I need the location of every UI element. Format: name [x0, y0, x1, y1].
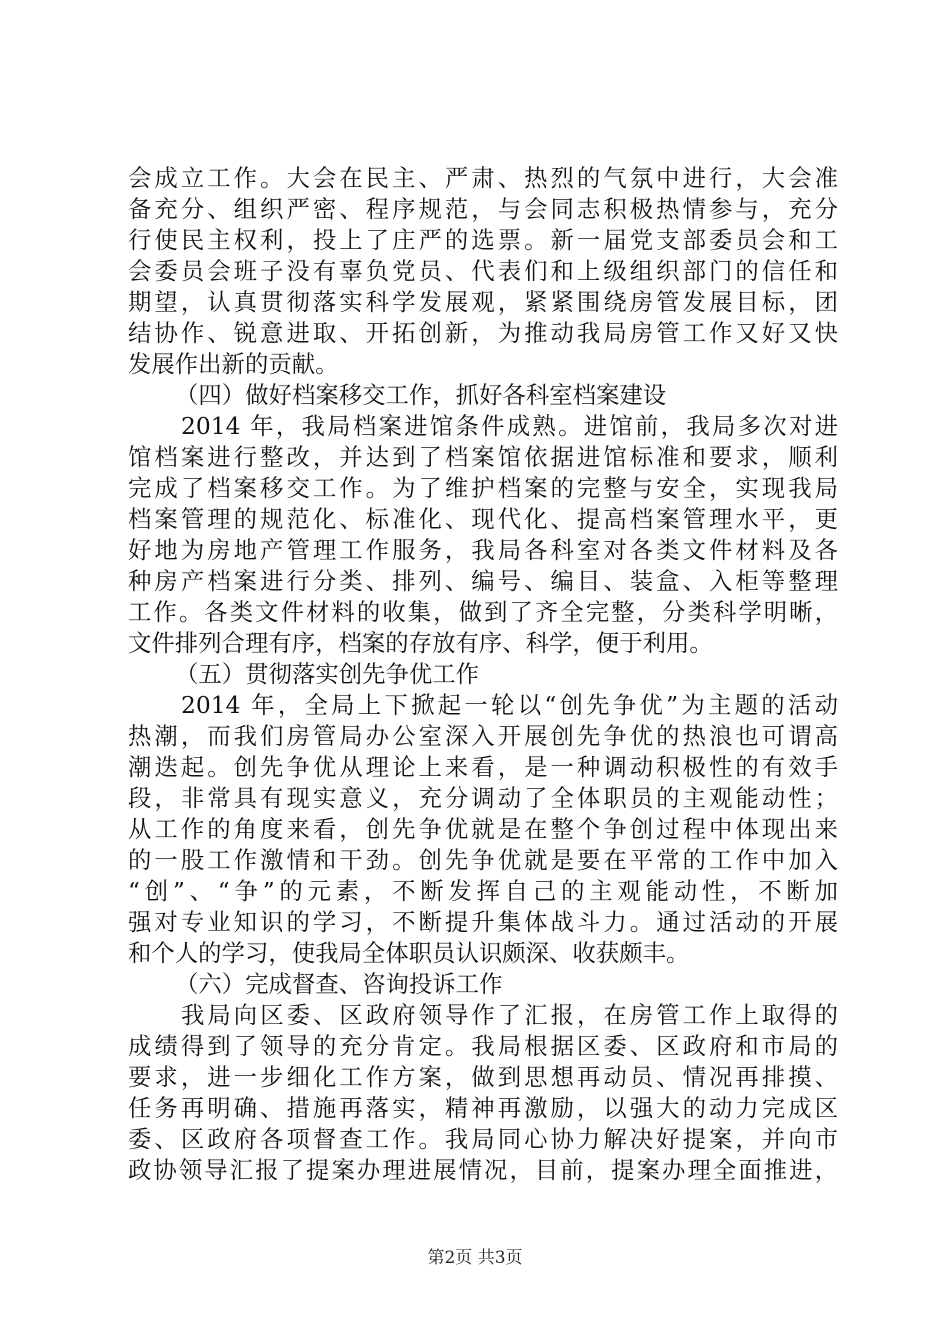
text-line: 2014 年，我局档案进馆条件成熟。进馆前，我局多次对进 [181, 412, 838, 440]
text-line: 行使民主权利，投上了庄严的选票。新一届党支部委员会和工 [128, 226, 838, 254]
text-line: 任务再明确、措施再落实，精神再激励，以强大的动力完成区 [128, 1094, 838, 1122]
text-line: 成绩得到了领导的充分肯定。我局根据区委、区政府和市局的 [128, 1032, 838, 1060]
text-line: 要求，进一步细化工作方案，做到思想再动员、情况再排摸、 [128, 1063, 838, 1091]
text-line: 从工作的角度来看，创先争优就是在整个争创过程中体现出来 [128, 815, 838, 843]
text-line: 馆档案进行整改，并达到了档案馆依据进馆标准和要求，顺利 [128, 443, 838, 471]
text-line: 备充分、组织严密、程序规范，与会同志积极热情参与，充分 [128, 195, 838, 223]
text-line: 种房产档案进行分类、排列、编号、编目、装盒、入柜等整理 [128, 567, 838, 595]
text-line: 结协作、锐意进取、开拓创新，为推动我局房管工作又好又快 [128, 319, 838, 347]
text-line: 工作。各类文件材料的收集，做到了齐全完整，分类科学明晰， [128, 598, 838, 626]
text-line: 完成了档案移交工作。为了维护档案的完整与安全，实现我局 [128, 474, 838, 502]
text-line: 热潮，而我们房管局办公室深入开展创先争优的热浪也可谓高 [128, 722, 838, 750]
text-line: 潮迭起。创先争优从理论上来看，是一种调动积极性的有效手 [128, 753, 838, 781]
text-line: 我局向区委、区政府领导作了汇报，在房管工作上取得的 [181, 1001, 838, 1029]
text-line: 会委员会班子没有辜负党员、代表们和上级组织部门的信任和 [128, 257, 838, 285]
text-line: 文件排列合理有序，档案的存放有序、科学，便于利用。 [128, 629, 713, 657]
text-line: 发展作出新的贡献。 [128, 350, 339, 378]
text-line: 强对专业知识的学习，不断提升集体战斗力。通过活动的开展 [128, 908, 838, 936]
text-line: “创”、“争”的元素，不断发挥自己的主观能动性，不断加 [128, 877, 838, 905]
text-line: 和个人的学习，使我局全体职员认识颇深、收获颇丰。 [128, 939, 690, 967]
page-footer: 第2页 共3页 [427, 1248, 523, 1268]
text-line: 2014 年，全局上下掀起一轮以“创先争优”为主题的活动 [181, 691, 838, 719]
section-heading: （四）做好档案移交工作，抓好各科室档案建设 [175, 381, 667, 409]
section-heading: （六）完成督查、咨询投诉工作 [175, 970, 503, 998]
section-heading: （五）贯彻落实创先争优工作 [175, 660, 480, 688]
text-line: 的一股工作激情和干劲。创先争优就是要在平常的工作中加入 [128, 846, 838, 874]
text-line: 档案管理的规范化、标准化、现代化、提高档案管理水平，更 [128, 505, 838, 533]
text-line: 委、区政府各项督查工作。我局同心协力解决好提案，并向市 [128, 1125, 838, 1153]
text-line: 好地为房地产管理工作服务，我局各科室对各类文件材料及各 [128, 536, 838, 564]
text-line: 会成立工作。大会在民主、严肃、热烈的气氛中进行，大会准 [128, 164, 838, 192]
text-line: 政协领导汇报了提案办理进展情况，目前，提案办理全面推进， [128, 1156, 838, 1184]
text-line: 段，非常具有现实意义，充分调动了全体职员的主观能动性； [128, 784, 838, 812]
text-line: 期望，认真贯彻落实科学发展观，紧紧围绕房管发展目标，团 [128, 288, 838, 316]
document-body [128, 163, 838, 1186]
